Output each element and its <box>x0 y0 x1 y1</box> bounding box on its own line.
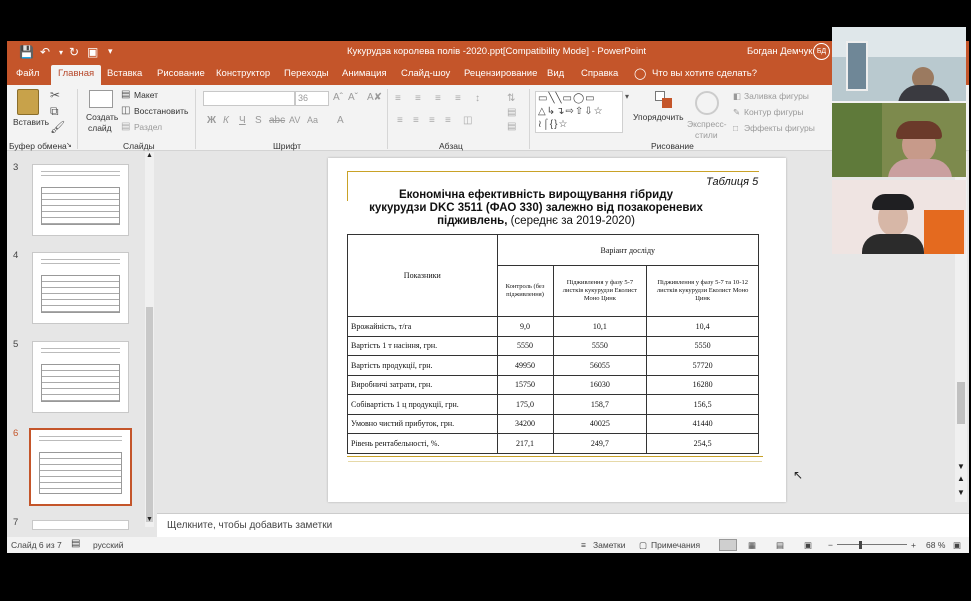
tab-insert[interactable]: Вставка <box>107 68 143 79</box>
clipboard-group-label: Буфер обмена <box>9 141 67 151</box>
reset-button[interactable]: Восстановить <box>134 106 189 116</box>
shape-fill-button[interactable]: Заливка фигуры <box>744 91 809 101</box>
shape-fill-icon: ◧ <box>733 91 742 101</box>
tab-transitions[interactable]: Переходы <box>284 68 329 79</box>
efficiency-table <box>347 234 759 454</box>
quick-styles-button[interactable]: Экспресс- <box>687 119 727 129</box>
row-label: Врожайність, т/га <box>348 317 498 337</box>
language-indicator[interactable]: русский <box>93 540 124 550</box>
separator <box>529 89 530 149</box>
customize-toolbar-icon[interactable]: ▾ <box>108 46 113 56</box>
tab-design[interactable]: Конструктор <box>216 68 271 79</box>
cell-value: 5550 <box>647 336 759 356</box>
cell-value: 49950 <box>497 356 553 376</box>
shadow-icon[interactable]: S <box>255 115 262 126</box>
thumbnail-number: 3 <box>13 162 19 173</box>
cut-icon[interactable]: ✂ <box>50 88 61 102</box>
cell-value: 56055 <box>553 356 647 376</box>
zoom-level[interactable]: 68 % <box>926 540 946 550</box>
align-center-icon[interactable]: ≡ <box>413 115 419 126</box>
header-col-feeding-1: Підживлення у фазу 5-7 листків кукурудзи Еколист Моно Цинк <box>553 266 647 317</box>
redo-icon[interactable]: ↻ <box>69 45 80 59</box>
row-label: Виробничі затрати, грн. <box>348 375 498 395</box>
participant-video-2 <box>832 103 966 177</box>
shapes-more-icon[interactable]: ▾ <box>625 92 630 101</box>
font-size-input[interactable] <box>295 91 329 106</box>
slide-title-line3-rest: (середнє за 2019-2020) <box>507 215 635 227</box>
tell-me-search[interactable]: Что вы хотите сделать? <box>652 68 758 79</box>
lightbulb-icon: ◯ <box>634 68 647 80</box>
new-slide-button-line2[interactable]: слайд <box>88 123 112 133</box>
bullets-icon[interactable]: ≡ <box>395 93 401 104</box>
notes-button[interactable]: Заметки <box>593 540 626 550</box>
ribbon-home <box>7 85 969 151</box>
zoom-out-icon[interactable]: − <box>828 540 833 550</box>
notes-icon: ≡ <box>581 540 586 550</box>
smartart-icon[interactable]: ▤ <box>507 121 517 132</box>
font-name-input[interactable] <box>203 91 295 106</box>
cell-value: 9,0 <box>497 317 553 337</box>
reading-view-icon[interactable]: ▤ <box>776 540 785 550</box>
font-size-value: 36 <box>298 93 309 103</box>
cell-value: 16030 <box>553 375 647 395</box>
slide-thumbnails-pane <box>7 152 157 527</box>
quick-styles-icon[interactable] <box>695 91 719 115</box>
previous-slide-icon[interactable]: ▲ <box>957 474 965 483</box>
arrange-button[interactable]: Упорядочить <box>633 112 684 122</box>
zoom-slider-thumb[interactable] <box>859 541 862 549</box>
slide-counter: Слайд 6 из 7 <box>11 540 62 550</box>
shapes-gallery[interactable]: ▭╲╲▭◯▭ △↳↴⇨⇧⇩☆ ≀⌠{}☆ <box>535 91 623 133</box>
align-right-icon[interactable]: ≡ <box>429 115 435 126</box>
header-col-feeding-2: Підживлення у фазу 5-7 та 10-12 листків кукурудзи Еколист Моно Цинк <box>647 266 759 317</box>
tab-help[interactable]: Справка <box>581 68 619 79</box>
table-label: Таблиця 5 <box>706 176 759 188</box>
notes-pane[interactable] <box>157 513 969 537</box>
scroll-thumb[interactable] <box>957 382 965 424</box>
layout-button[interactable]: Макет <box>134 90 159 100</box>
ribbon-tabs <box>7 63 969 85</box>
gold-top-line <box>347 171 759 172</box>
save-icon[interactable]: 💾 <box>19 45 34 59</box>
participant-video-1 <box>832 27 966 101</box>
participant-video-3 <box>832 180 966 254</box>
row-label: Собівартість 1 ц продукції, грн. <box>348 395 498 415</box>
header-indicators: Показники <box>348 235 498 317</box>
notes-placeholder: Щелкните, чтобы добавить заметки <box>167 520 333 531</box>
thumbnail-number: 6 <box>13 428 19 439</box>
zoom-in-icon[interactable]: + <box>911 540 916 550</box>
bold-icon[interactable]: Ж <box>207 115 217 126</box>
paste-button[interactable]: Вставить <box>13 117 50 127</box>
separator <box>77 89 78 149</box>
row-label: Рівень рентабельності, %. <box>348 434 498 454</box>
cell-value: 158,7 <box>553 395 647 415</box>
justify-icon[interactable]: ≡ <box>445 115 451 126</box>
tab-file[interactable]: Файл <box>16 68 40 79</box>
cell-value: 217,1 <box>497 434 553 454</box>
strikethrough-icon[interactable]: abc <box>269 115 286 126</box>
header-variant: Варіант досліду <box>497 235 758 266</box>
slide-thumbnail-7[interactable] <box>32 520 129 530</box>
clipboard-launcher-icon[interactable]: ↘ <box>66 142 72 149</box>
font-group-label: Шрифт <box>273 141 301 151</box>
copy-icon[interactable]: ⧉ <box>50 104 59 118</box>
comments-icon: ▢ <box>639 540 648 550</box>
paragraph-group-label: Абзац <box>439 141 463 151</box>
outdent-icon[interactable]: ≡ <box>455 93 461 104</box>
change-case-icon[interactable]: Aa <box>307 115 319 125</box>
clear-formatting-icon[interactable]: A✘ <box>367 92 383 103</box>
cell-value: 156,5 <box>647 395 759 415</box>
slideshow-icon[interactable]: ▣ <box>804 540 813 550</box>
thumbnail-number: 7 <box>13 517 19 528</box>
align-left-icon[interactable]: ≡ <box>397 115 403 126</box>
cell-value: 15750 <box>497 375 553 395</box>
underline-icon[interactable]: Ч <box>239 115 246 126</box>
cell-value: 34200 <box>497 414 553 434</box>
fit-to-window-icon[interactable]: ▣ <box>953 540 962 550</box>
status-bar <box>7 537 969 553</box>
cell-value: 16280 <box>647 375 759 395</box>
row-label: Вартість продукції, грн. <box>348 356 498 376</box>
cell-value: 57720 <box>647 356 759 376</box>
arrange-icon[interactable] <box>655 91 673 109</box>
separator <box>195 89 196 149</box>
document-title: Кукурудза королева полів -2020.ppt[Compatibility Mode] - PowerPoint <box>347 46 647 57</box>
paste-icon[interactable] <box>17 89 39 115</box>
grow-font-icon[interactable]: Aˆ <box>333 92 343 103</box>
comments-button[interactable]: Примечания <box>651 540 701 550</box>
tab-slideshow[interactable]: Слайд-шоу <box>401 68 451 79</box>
user-name: Богдан Демчук <box>747 46 813 57</box>
spellcheck-icon[interactable]: ▤ <box>71 538 81 549</box>
char-spacing-icon[interactable]: AV <box>289 115 301 125</box>
quick-styles-button-line2[interactable]: стили <box>695 130 718 140</box>
layout-icon: ▤ <box>121 89 131 100</box>
drawing-group-label: Рисование <box>651 141 694 151</box>
gold-bottom-line <box>347 456 763 457</box>
start-from-beginning-icon[interactable]: ▣ <box>87 45 99 59</box>
undo-dropdown-icon[interactable]: ▾ <box>59 48 64 57</box>
scroll-down-icon[interactable]: ▼ <box>146 516 153 523</box>
user-avatar[interactable]: БД <box>813 43 830 60</box>
cell-value: 175,0 <box>497 395 553 415</box>
tab-home[interactable]: Главная <box>51 65 101 85</box>
shape-outline-icon: ✎ <box>733 107 741 117</box>
slide-canvas[interactable] <box>328 158 786 502</box>
shape-effects-button[interactable]: Эффекты фигуры <box>744 123 815 133</box>
section-button[interactable]: Раздел <box>134 122 163 132</box>
slide-thumbnail-3[interactable] <box>32 164 129 236</box>
cell-value: 10,1 <box>553 317 647 337</box>
powerpoint-window <box>7 41 969 553</box>
indent-icon[interactable]: ≡ <box>435 93 441 104</box>
new-slide-button[interactable]: Создать <box>86 112 119 122</box>
normal-view-icon[interactable] <box>719 539 737 551</box>
next-slide-icon[interactable]: ▼ <box>957 488 965 497</box>
slide-title-line2: кукурудзи DKC 3511 (ФАО 330) залежно від позакореневих <box>369 202 703 214</box>
slide-title-line1: Економічна ефективність вирощування гібриду <box>398 189 674 201</box>
slide-thumbnail-4[interactable] <box>32 252 129 324</box>
line-spacing-icon[interactable]: ↕ <box>475 93 480 104</box>
format-painter-icon[interactable]: 🖌 <box>50 120 66 134</box>
header-col-control: Контроль (без підживлення) <box>497 266 553 317</box>
undo-icon[interactable]: ↶ <box>40 45 51 59</box>
cell-value: 5550 <box>497 336 553 356</box>
shrink-font-icon[interactable]: Aˇ <box>348 92 358 103</box>
font-color-icon[interactable]: A <box>337 115 344 126</box>
cell-value: 10,4 <box>647 317 759 337</box>
title-bar <box>7 41 969 63</box>
shape-effects-icon: □ <box>733 123 739 133</box>
slide-thumbnail-5[interactable] <box>32 341 129 413</box>
slide-title-line3-bold: підживлень, <box>437 215 508 227</box>
zoom-slider[interactable] <box>837 544 907 545</box>
thumbnails-scrollbar[interactable] <box>145 152 154 527</box>
shape-outline-button[interactable]: Контур фигуры <box>744 107 804 117</box>
scroll-down-icon[interactable]: ▼ <box>957 462 965 471</box>
cell-value: 40025 <box>553 414 647 434</box>
slide-sorter-icon[interactable]: ▦ <box>748 540 757 550</box>
mouse-cursor-icon: ↖ <box>793 468 804 482</box>
thumbnail-number: 5 <box>13 339 19 350</box>
slides-group-label: Слайды <box>123 141 155 151</box>
row-label: Умовно чистий прибуток, грн. <box>348 414 498 434</box>
tab-review[interactable]: Рецензирование <box>464 68 538 79</box>
tab-draw[interactable]: Рисование <box>157 68 205 79</box>
gold-bottom-line-thin <box>348 461 762 462</box>
slide-thumbnail-6[interactable] <box>29 428 132 506</box>
scroll-up-icon[interactable]: ▲ <box>146 152 153 159</box>
cell-value: 254,5 <box>647 434 759 454</box>
cell-value: 5550 <box>553 336 647 356</box>
separator <box>387 89 388 149</box>
italic-icon[interactable]: К <box>223 115 229 126</box>
cell-value: 249,7 <box>553 434 647 454</box>
cell-value: 41440 <box>647 414 759 434</box>
numbering-icon[interactable]: ≡ <box>415 93 421 104</box>
new-slide-icon[interactable] <box>89 90 113 108</box>
row-label: Вартість 1 т насіння, грн. <box>348 336 498 356</box>
reset-icon: ◫ <box>121 105 131 116</box>
slide-title <box>366 189 706 228</box>
align-text-icon[interactable]: ▤ <box>507 107 517 118</box>
section-icon: ▤ <box>121 121 131 132</box>
columns-icon[interactable]: ◫ <box>463 115 473 126</box>
text-direction-icon[interactable]: ⇅ <box>507 93 516 104</box>
thumbnail-number: 4 <box>13 250 19 261</box>
gold-left-line <box>347 171 348 201</box>
tab-animations[interactable]: Анимация <box>342 68 387 79</box>
tab-view[interactable]: Вид <box>547 68 565 79</box>
